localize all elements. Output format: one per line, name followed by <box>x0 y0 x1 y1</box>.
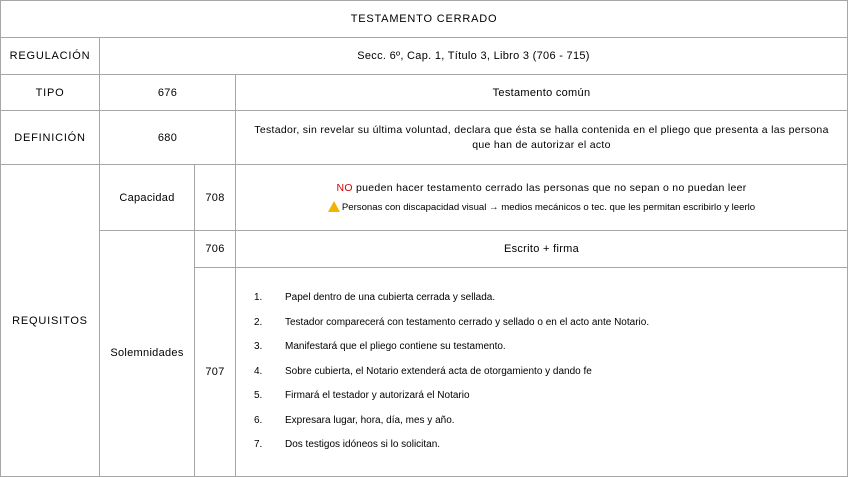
label-requisitos: REQUISITOS <box>0 164 100 477</box>
capacidad-line-1 <box>336 182 746 194</box>
list-item: 5. Firmará el testador y autorizará el Notario <box>254 390 470 401</box>
warning-icon <box>328 201 340 212</box>
value-capacidad <box>235 164 848 231</box>
capacidad-line-2 <box>328 202 755 213</box>
capacidad-text-2: Personas con discapacidad visual → medios mecánicos o tec. que les permitan escribirlo y leerlo <box>341 202 756 213</box>
page-title: TESTAMENTO CERRADO <box>0 0 848 38</box>
article-capacidad: 708 <box>194 164 236 231</box>
list-item: 1. Papel dentro de una cubierta cerrada y sellada. <box>254 292 496 303</box>
list-item: 3. Manifestará que el pliego contiene su testamento. <box>254 341 506 352</box>
article-tipo: 676 <box>99 74 236 111</box>
label-capacidad: Capacidad <box>99 164 195 231</box>
article-definicion: 680 <box>99 110 236 165</box>
solemnidades-list <box>254 292 649 464</box>
no-emphasis: NO <box>336 182 353 194</box>
label-solemnidades: Solemnidades <box>99 230 195 477</box>
article-solemnidades-707: 707 <box>194 267 236 477</box>
article-solemnidades-706: 706 <box>194 230 236 268</box>
list-item: 6. Expresara lugar, hora, día, mes y año. <box>254 414 455 426</box>
capacidad-text-1: pueden hacer testamento cerrado las personas que no sepan o no puedan leer <box>352 182 747 194</box>
label-definicion: DEFINICIÓN <box>0 110 100 165</box>
list-item: 4. Sobre cubierta, el Notario extenderá acta de otorgamiento y dando fe <box>254 365 592 377</box>
label-regulacion: REGULACIÓN <box>0 37 100 75</box>
label-tipo: TIPO <box>0 74 100 111</box>
value-solemnidades-707 <box>235 267 848 477</box>
value-tipo: Testamento común <box>235 74 848 111</box>
list-item: 2. Testador comparecerá con testamento cerrado y sellado o en el acto ante Notario. <box>254 316 650 328</box>
value-definicion: Testador, sin revelar su última voluntad, declara que ésta se halla contenida en el pliego que presenta a las persona que han de autorizar el acto <box>235 110 848 165</box>
list-item: 7. Dos testigos idóneos si lo solicitan. <box>254 439 441 450</box>
value-solemnidades-706: Escrito + firma <box>235 230 848 268</box>
value-regulacion: Secc. 6º, Cap. 1, Título 3, Libro 3 (706 - 715) <box>99 37 848 75</box>
